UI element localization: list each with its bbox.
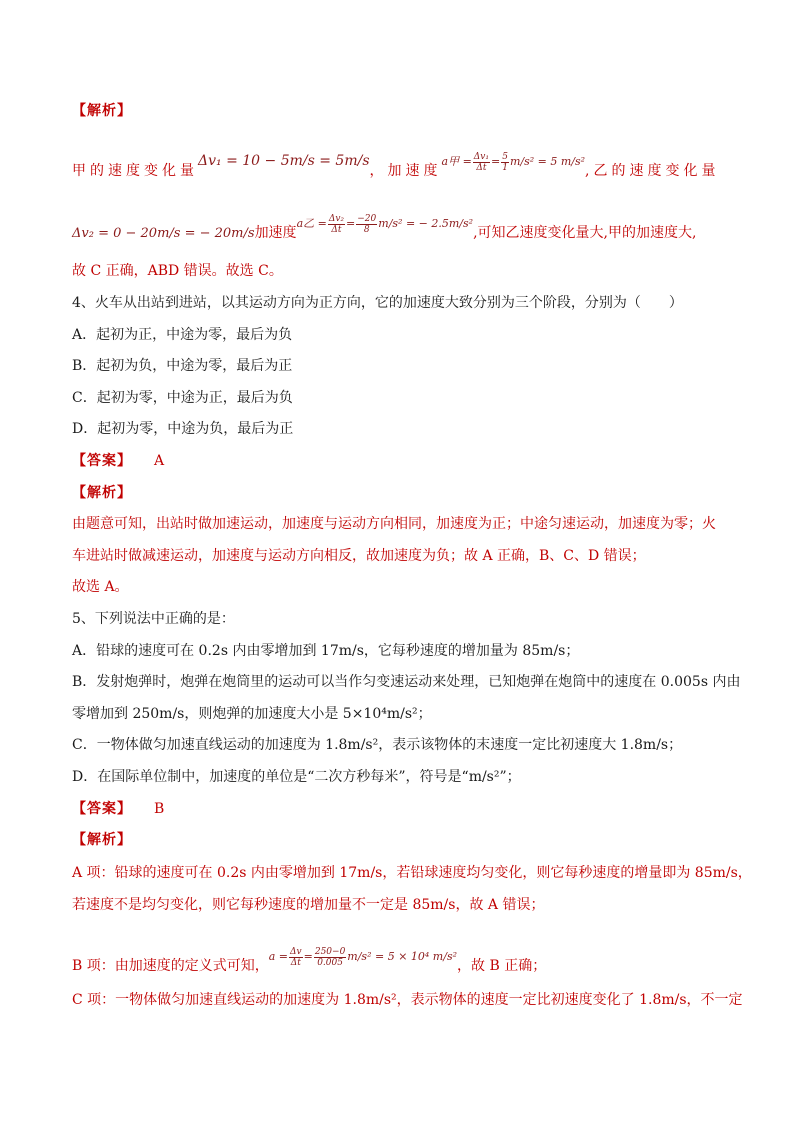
q3-jia-frac2 [501, 152, 509, 173]
frac-den: 8 [363, 224, 370, 235]
eq-sign: = [303, 950, 313, 963]
frac-den: Δt [290, 957, 301, 968]
q4-analysis-line2: 车进站时做减速运动，加速度与运动方向相反，故加速度为负；故 A 正确，B、C、D 错误； [72, 548, 646, 564]
q3-yi-tail: ,可知乙速度变化量大,甲的加速度大, [473, 225, 697, 241]
q5-analysis-b-tail: ，故 B 正确； [457, 958, 547, 974]
q5-analysis-c: C 项：一物体做匀加速直线运动的加速度为 1.8m/s²，表示物体的速度一定比初速度变化了 1.8m/s，不一定 [72, 992, 743, 1008]
frac-num: Δv₂ [328, 213, 345, 224]
q5-analysis-label: 【解析】 [72, 832, 132, 848]
q3-jia-accel-eq [441, 151, 586, 173]
answer-label: 【答案】 [72, 453, 132, 469]
q3-yi-dv: Δv₂ = 0 − 20m/s = − 20m/s [72, 226, 255, 241]
frac-num: −20 [357, 213, 377, 224]
q3-yi-accel-eq [296, 213, 474, 235]
q3-jia-frac1 [473, 152, 490, 173]
q5-answer-row [72, 798, 732, 820]
q4-answer-row [72, 450, 732, 472]
q3-jia-a-lhs: a甲 = [441, 155, 472, 168]
q4-answer: A [154, 453, 165, 469]
q3-jia-intro: 甲的速度变化量 [72, 163, 198, 179]
analysis-label: 【解析】 [72, 103, 132, 119]
q4-option-a: A．起初为正，中途为零，最后为负 [72, 327, 293, 343]
q4-analysis-line3: 故选 A。 [72, 579, 129, 595]
q3-comma-accel: ，加速度 [369, 163, 442, 179]
q5-analysis-a-line1: A 项：铅球的速度可在 0.2s 内由零增加到 17m/s，若铅球速度均匀变化，则它每秒速度的增量即为 85m/s， [72, 865, 752, 881]
q5-analysis-a-line2: 若速度不是均匀变化，则它每秒速度的增加量不一定是 85m/s，故 A 错误； [72, 897, 545, 913]
q5-b-frac1 [289, 947, 303, 968]
q5-analysis-b-intro: B 项：由加速度的定义式可知， [72, 958, 269, 974]
q5-option-d: D．在国际单位制中，加速度的单位是“二次方秒每米”，符号是“m/s²”； [72, 769, 521, 785]
q3-jia-line [72, 151, 732, 183]
q5-option-a: A．铅球的速度可在 0.2s 内由零增加到 17m/s，它每秒速度的增加量为 85m/s； [72, 643, 580, 659]
frac-den: 0.005 [317, 957, 343, 968]
frac-den: 1 [502, 162, 508, 173]
q3-yi-frac2 [356, 214, 377, 235]
q3-jia-dv: Δv₁ = 10 − 5m/s = 5m/s [198, 153, 370, 169]
q4-analysis-label: 【解析】 [72, 485, 132, 501]
q5-option-b-line2: 零增加到 250m/s，则炮弹的加速度大小是 5×10⁴m/s²； [72, 706, 432, 722]
q4-stem: 4、火车从出站到进站，以其运动方向为正方向，它的加速度大致分别为三个阶段，分别为（ ） [72, 295, 683, 311]
q5-option-c: C．一物体做匀加速直线运动的加速度为 1.8m/s²，表示该物体的末速度一定比初速度大 1.8m/s； [72, 737, 683, 753]
q4-option-b: B．起初为负，中途为零，最后为正 [72, 358, 293, 374]
q3-yi-accel-label: 加速度 [254, 225, 297, 241]
frac-num: 5 [502, 151, 508, 162]
q4-analysis-line1: 由题意可知，出站时做加速运动，加速度与运动方向相同，加速度为正；中途匀速运动，加速度为零；火 [72, 516, 716, 532]
frac-num: Δv₁ [473, 151, 489, 162]
q3-yi-a-lhs: a乙 = [296, 217, 327, 230]
q5-analysis-b-eq [268, 946, 458, 968]
q3-yi-intro: ,乙的速度变化量 [585, 163, 720, 179]
q3-yi-a-rhs: m/s² = − 2.5m/s² [378, 217, 474, 230]
q3-jia-a-rhs: m/s² = 5 m/s² [509, 155, 586, 168]
q3-yi-line [72, 213, 732, 245]
frac-den: Δt [331, 224, 342, 235]
q5-b-frac2 [314, 947, 346, 968]
q4-option-d: D．起初为零，中途为负，最后为正 [72, 421, 294, 437]
q3-yi-frac1 [328, 214, 345, 235]
q4-option-c: C．起初为零，中途为正，最后为负 [72, 390, 293, 406]
answer-label: 【答案】 [72, 801, 132, 817]
q3-conclusion: 故 C 正确，ABD 错误。故选 C。 [72, 263, 283, 279]
frac-den: Δt [476, 162, 487, 173]
q5-option-b-line1: B．发射炮弹时，炮弹在炮筒里的运动可以当作匀变速运动来处理，已知炮弹在炮筒中的速度在 0.005s 内由 [72, 674, 741, 690]
frac-num: Δv [290, 946, 302, 957]
q5-b-lhs: a = [268, 950, 289, 963]
frac-num: 250−0 [314, 946, 346, 957]
eq-sign: = [491, 155, 501, 168]
q5-answer: B [154, 801, 165, 817]
q5-stem: 5、下列说法中正确的是： [72, 611, 235, 627]
q5-b-rhs: m/s² = 5 × 10⁴ m/s² [347, 950, 458, 963]
eq-sign: = [346, 217, 356, 230]
